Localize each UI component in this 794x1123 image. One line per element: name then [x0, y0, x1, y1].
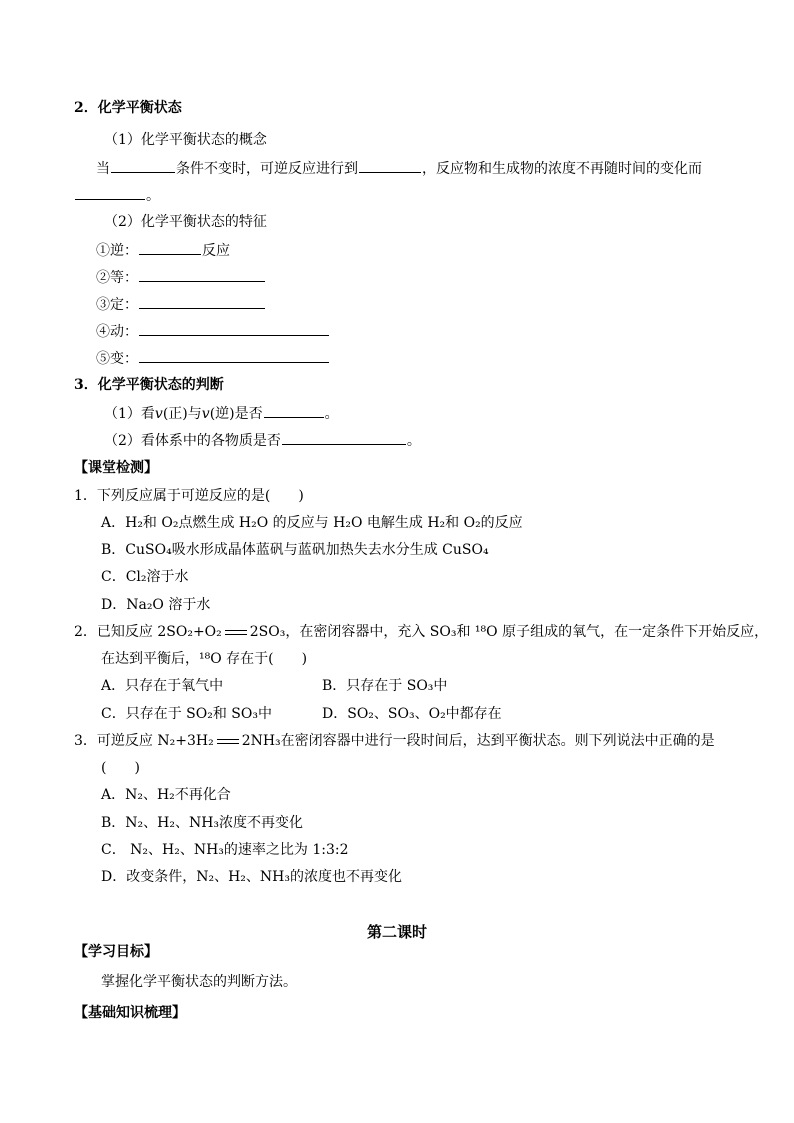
blank-feature-2 — [139, 267, 265, 282]
question-2-option-c: C．只存在于 SO₂和 SO₃中 — [101, 706, 272, 722]
concept-text-1: 当 — [96, 161, 110, 177]
section-3-title: 3．化学平衡状态的判断 — [74, 377, 224, 393]
feature-fixed — [96, 294, 266, 315]
question-3-option-d: D．改变条件，N₂、H₂、NH₃的浓度也不再变化 — [101, 869, 402, 885]
lesson-2-title: 第二课时 — [366, 923, 427, 941]
question-2-option-d: D．SO₂、SO₃、O₂中都存在 — [322, 706, 502, 722]
concept-label: （1）化学平衡状态的概念 — [104, 132, 267, 148]
question-3-option-c: C． N₂、H₂、NH₃的速率之比为 1:3:2 — [101, 842, 349, 858]
concept-sentence-cont — [74, 185, 160, 206]
feature-3-prefix: ③定： — [96, 297, 138, 313]
feature-2-prefix: ②等： — [96, 270, 138, 286]
question-2-stem-cont: 在达到平衡后，¹⁸O 存在于( ) — [101, 651, 308, 667]
question-2-stem-a: 2．已知反应 2SO₂+O₂ — [74, 624, 222, 640]
question-3-stem-a: 3．可逆反应 N₂+3H₂ — [74, 733, 214, 749]
blank-feature-4 — [139, 321, 329, 336]
blank-judge-2 — [282, 430, 406, 445]
judge-1-a: （1）看 — [104, 406, 155, 422]
blank-feature-1 — [139, 240, 201, 255]
blank-judge-1 — [264, 403, 324, 418]
feature-change — [96, 348, 330, 369]
judge-1 — [104, 403, 339, 424]
question-2-stem — [74, 622, 768, 642]
blank-feature-5 — [139, 348, 329, 363]
question-2-option-a: A．只存在于氧气中 — [101, 678, 224, 694]
question-1-option-c: C．Cl₂溶于水 — [101, 569, 189, 585]
question-3-option-b: B．N₂、H₂、NH₃浓度不再变化 — [101, 815, 304, 831]
concept-end: 。 — [146, 188, 160, 204]
judge-2 — [104, 430, 421, 451]
question-1-stem: 1．下列反应属于可逆反应的是( ) — [74, 488, 304, 504]
judge-1-c: (逆)是否 — [209, 406, 263, 422]
section-2-title: 2．化学平衡状态 — [74, 100, 182, 116]
question-1-option-a: A．H₂和 O₂点燃生成 H₂O 的反应与 H₂O 电解生成 H₂和 O₂的反应 — [101, 515, 523, 531]
question-3-stem — [74, 731, 715, 751]
judge-1-v2: v — [201, 406, 210, 422]
feature-4-prefix: ④动： — [96, 324, 138, 340]
feature-dynamic — [96, 321, 330, 342]
feature-5-prefix: ⑤变： — [96, 351, 138, 367]
judge-2-end: 。 — [406, 433, 421, 449]
question-3-option-a: A．N₂、H₂不再化合 — [101, 787, 231, 803]
question-2-stem-b: 2SO₃，在密闭容器中，充入 SO₃和 ¹⁸O 原子组成的氧气，在一定条件下开始反应， — [249, 624, 769, 640]
question-3-stem-b: 2NH₃在密闭容器中进行一段时间后，达到平衡状态。则下列说法中正确的是 — [241, 733, 715, 749]
class-check-heading: 【课堂检测】 — [74, 460, 158, 476]
question-1-option-b: B．CuSO₄吸水形成晶体蓝矾与蓝矾加热失去水分生成 CuSO₄ — [101, 542, 489, 558]
blank-condition — [111, 158, 175, 173]
question-1-option-d: D．Na₂O 溶于水 — [101, 597, 211, 613]
blank-extent — [359, 158, 421, 173]
question-2-option-b: B．只存在于 SO₃中 — [322, 678, 448, 694]
feature-equal — [96, 267, 266, 288]
equilibrium-arrow-icon — [215, 736, 241, 746]
equilibrium-arrow-icon — [223, 627, 249, 637]
concept-sentence — [96, 158, 702, 179]
feature-label: （2）化学平衡状态的特征 — [104, 214, 267, 230]
judge-1-end: 。 — [324, 406, 339, 422]
feature-reversible — [96, 240, 230, 261]
learning-goal-heading: 【学习目标】 — [74, 944, 158, 960]
judge-1-v1: v — [154, 406, 163, 422]
question-3-stem-cont: ( ) — [101, 760, 140, 776]
judge-2-a: （2）看体系中的各物质是否 — [104, 433, 281, 449]
feature-1-suffix: 反应 — [202, 243, 230, 259]
judge-1-b: (正)与 — [162, 406, 202, 422]
concept-text-3: ，反应物和生成物的浓度不再随时间的变化而 — [422, 161, 702, 177]
basics-heading: 【基础知识梳理】 — [74, 1005, 186, 1021]
blank-change — [75, 185, 145, 200]
concept-text-2: 条件不变时，可逆反应进行到 — [176, 161, 358, 177]
blank-feature-3 — [139, 294, 265, 309]
learning-goal-text: 掌握化学平衡状态的判断方法。 — [101, 974, 297, 990]
feature-1-prefix: ①逆： — [96, 243, 138, 259]
